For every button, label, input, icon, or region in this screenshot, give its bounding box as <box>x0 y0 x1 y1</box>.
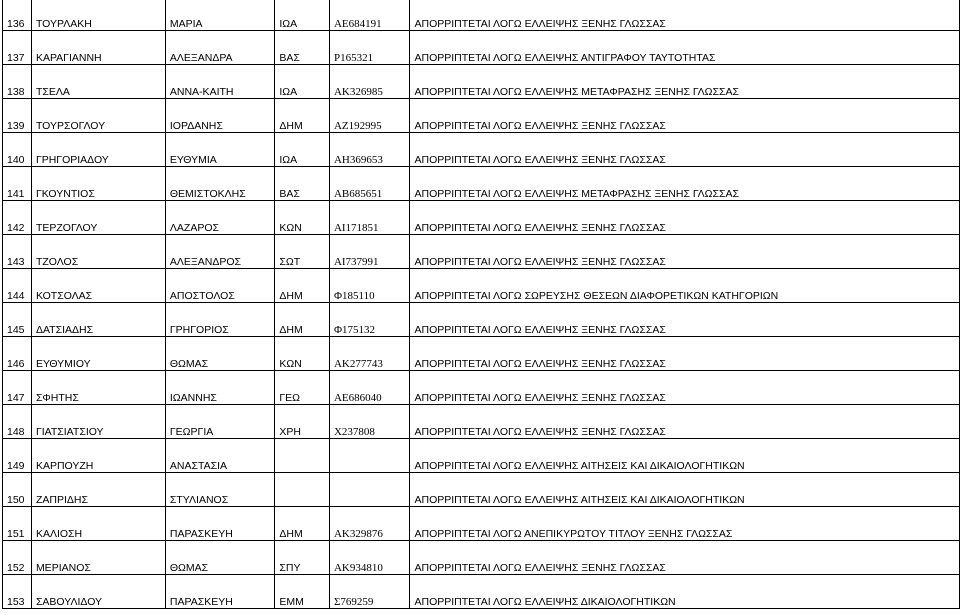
id-number: Ρ165321 <box>329 31 410 65</box>
id-number: AK934810 <box>329 541 410 575</box>
rejection-reason: ΑΠΟΡΡΙΠΤΕΤΑΙ ΛΟΓΩ ΕΛΛΕΙΨΗΣ ΞΕΝΗΣ ΓΛΩΣΣΑΣ <box>410 541 960 575</box>
table-row <box>3 201 960 235</box>
row-number: 148 <box>3 405 32 439</box>
rejection-reason: ΑΠΟΡΡΙΠΤΕΤΑΙ ΛΟΓΩ ΕΛΛΕΙΨΗΣ ΞΕΝΗΣ ΓΛΩΣΣΑΣ <box>410 371 960 405</box>
surname: ΤΟΥΡΛΑΚΗ <box>31 0 165 31</box>
rank-code: ΙΩΑ <box>275 0 330 31</box>
row-number: 143 <box>3 235 32 269</box>
surname: ΤΕΡΖΟΓΛΟΥ <box>31 201 165 235</box>
table-row <box>3 405 960 439</box>
id-number: AK329876 <box>329 507 410 541</box>
first-name: ΑΝΑΣΤΑΣΙΑ <box>165 439 275 473</box>
id-number: AB685651 <box>329 167 410 201</box>
rank-code <box>275 439 330 473</box>
surname: ΜΕΡΙΑΝΟΣ <box>31 541 165 575</box>
surname: ΓΡΗΓΟΡΙΑΔΟΥ <box>31 133 165 167</box>
first-name: ΜΑΡΙΑ <box>165 0 275 31</box>
first-name: ΑΛΕΞΑΝΔΡΑ <box>165 31 275 65</box>
rank-code: ΙΩΑ <box>275 133 330 167</box>
table-row <box>3 507 960 541</box>
table-row <box>3 303 960 337</box>
first-name: ΙΩΑΝΝΗΣ <box>165 371 275 405</box>
rejection-reason: ΑΠΟΡΡΙΠΤΕΤΑΙ ΛΟΓΩ ΕΛΛΕΙΨΗΣ ΞΕΝΗΣ ΓΛΩΣΣΑΣ <box>410 303 960 337</box>
id-number: AI737991 <box>329 235 410 269</box>
row-number: 137 <box>3 31 32 65</box>
table-row <box>3 439 960 473</box>
id-number: AE686040 <box>329 371 410 405</box>
id-number <box>329 473 410 507</box>
first-name: ΠΑΡΑΣΚΕΥΗ <box>165 575 275 609</box>
rejection-reason: ΑΠΟΡΡΙΠΤΕΤΑΙ ΛΟΓΩ ΕΛΛΕΙΨΗΣ ΞΕΝΗΣ ΓΛΩΣΣΑΣ <box>410 235 960 269</box>
first-name: ΑΝΝΑ-ΚΑΙΤΗ <box>165 65 275 99</box>
rank-code: ΔΗΜ <box>275 507 330 541</box>
table-row <box>3 541 960 575</box>
id-number: AE684191 <box>329 0 410 31</box>
table-row <box>3 167 960 201</box>
row-number: 153 <box>3 575 32 609</box>
rank-code <box>275 473 330 507</box>
rank-code: ΚΩΝ <box>275 337 330 371</box>
first-name: ΛΑΖΑΡΟΣ <box>165 201 275 235</box>
surname: ΔΑΤΣΙΑΔΗΣ <box>31 303 165 337</box>
rank-code: ΣΠΥ <box>275 541 330 575</box>
table-row <box>3 575 960 609</box>
table-row <box>3 235 960 269</box>
rank-code: ΔΗΜ <box>275 269 330 303</box>
row-number: 149 <box>3 439 32 473</box>
id-number: Φ185110 <box>329 269 410 303</box>
rank-code: ΧΡΗ <box>275 405 330 439</box>
rejection-reason: ΑΠΟΡΡΙΠΤΕΤΑΙ ΛΟΓΩ ΕΛΛΕΙΨΗΣ ΑΙΤΗΣΕΙΣ ΚΑΙ ΔΙΚΑΙΟΛΟΓΗΤΙΚΩΝ <box>410 439 960 473</box>
row-number: 152 <box>3 541 32 575</box>
table-row <box>3 371 960 405</box>
rejection-reason: ΑΠΟΡΡΙΠΤΕΤΑΙ ΛΟΓΩ ΕΛΛΕΙΨΗΣ ΑΙΤΗΣΕΙΣ ΚΑΙ ΔΙΚΑΙΟΛΟΓΗΤΙΚΩΝ <box>410 473 960 507</box>
id-number <box>329 439 410 473</box>
rejection-reason: ΑΠΟΡΡΙΠΤΕΤΑΙ ΛΟΓΩ ΑΝΕΠΙΚΥΡΩΤΟΥ ΤΙΤΛΟΥ ΞΕΝΗΣ ΓΛΩΣΣΑΣ <box>410 507 960 541</box>
surname: ΚΑΡΠΟΥΖΗ <box>31 439 165 473</box>
first-name: ΙΟΡΔΑΝΗΣ <box>165 99 275 133</box>
id-number: Σ769259 <box>329 575 410 609</box>
rejection-reason: ΑΠΟΡΡΙΠΤΕΤΑΙ ΛΟΓΩ ΕΛΛΕΙΨΗΣ ΞΕΝΗΣ ΓΛΩΣΣΑΣ <box>410 99 960 133</box>
rejection-reason: ΑΠΟΡΡΙΠΤΕΤΑΙ ΛΟΓΩ ΕΛΛΕΙΨΗΣ ΞΕΝΗΣ ΓΛΩΣΣΑΣ <box>410 405 960 439</box>
rank-code: ΒΑΣ <box>275 167 330 201</box>
rank-code: ΓΕΩ <box>275 371 330 405</box>
table-row <box>3 133 960 167</box>
row-number: 144 <box>3 269 32 303</box>
rejection-reason: ΑΠΟΡΡΙΠΤΕΤΑΙ ΛΟΓΩ ΕΛΛΕΙΨΗΣ ΜΕΤΑΦΡΑΣΗΣ ΞΕΝΗΣ ΓΛΩΣΣΑΣ <box>410 167 960 201</box>
rank-code: ΣΩΤ <box>275 235 330 269</box>
first-name: ΣΤΥΛΙΑΝΟΣ <box>165 473 275 507</box>
table-row <box>3 269 960 303</box>
first-name: ΕΥΘΥΜΙΑ <box>165 133 275 167</box>
surname: ΣΦΗΤΗΣ <box>31 371 165 405</box>
first-name: ΘΩΜΑΣ <box>165 337 275 371</box>
table-row <box>3 99 960 133</box>
row-number: 141 <box>3 167 32 201</box>
surname: ΚΑΡΑΓΙΑΝΝΗ <box>31 31 165 65</box>
rank-code: ΔΗΜ <box>275 99 330 133</box>
rejection-reason: ΑΠΟΡΡΙΠΤΕΤΑΙ ΛΟΓΩ ΕΛΛΕΙΨΗΣ ΞΕΝΗΣ ΓΛΩΣΣΑΣ <box>410 201 960 235</box>
rejection-reason: ΑΠΟΡΡΙΠΤΕΤΑΙ ΛΟΓΩ ΕΛΛΕΙΨΗΣ ΔΙΚΑΙΟΛΟΓΗΤΙΚΩΝ <box>410 575 960 609</box>
first-name: ΓΡΗΓΟΡΙΟΣ <box>165 303 275 337</box>
table-row <box>3 337 960 371</box>
table-row <box>3 31 960 65</box>
surname: ΚΟΤΣΟΛΑΣ <box>31 269 165 303</box>
id-number: X237808 <box>329 405 410 439</box>
first-name: ΠΑΡΑΣΚΕΥΗ <box>165 507 275 541</box>
surname: ΣΑΒΟΥΛΙΔΟΥ <box>31 575 165 609</box>
rejection-reason: ΑΠΟΡΡΙΠΤΕΤΑΙ ΛΟΓΩ ΕΛΛΕΙΨΗΣ ΜΕΤΑΦΡΑΣΗΣ ΞΕΝΗΣ ΓΛΩΣΣΑΣ <box>410 65 960 99</box>
surname: ΤΟΥΡΣΟΓΛΟΥ <box>31 99 165 133</box>
first-name: ΘΩΜΑΣ <box>165 541 275 575</box>
surname: ΖΑΠΡΙΔΗΣ <box>31 473 165 507</box>
applicants-table <box>2 0 960 609</box>
row-number: 142 <box>3 201 32 235</box>
row-number: 146 <box>3 337 32 371</box>
rejection-reason: ΑΠΟΡΡΙΠΤΕΤΑΙ ΛΟΓΩ ΣΩΡΕΥΣΗΣ ΘΕΣΕΩΝ ΔΙΑΦΟΡΕΤΙΚΩΝ ΚΑΤΗΓΟΡΙΩΝ <box>410 269 960 303</box>
id-number: AZ192995 <box>329 99 410 133</box>
rank-code: ΕΜΜ <box>275 575 330 609</box>
table-body <box>3 0 960 609</box>
id-number: AK326985 <box>329 65 410 99</box>
rejection-reason: ΑΠΟΡΡΙΠΤΕΤΑΙ ΛΟΓΩ ΕΛΛΕΙΨΗΣ ΞΕΝΗΣ ΓΛΩΣΣΑΣ <box>410 337 960 371</box>
first-name: ΓΕΩΡΓΙΑ <box>165 405 275 439</box>
rejection-reason: ΑΠΟΡΡΙΠΤΕΤΑΙ ΛΟΓΩ ΕΛΛΕΙΨΗΣ ΞΕΝΗΣ ΓΛΩΣΣΑΣ <box>410 133 960 167</box>
row-number: 147 <box>3 371 32 405</box>
rank-code: ΚΩΝ <box>275 201 330 235</box>
table-row <box>3 0 960 31</box>
row-number: 145 <box>3 303 32 337</box>
surname: ΓΚΟΥΝΤΙΟΣ <box>31 167 165 201</box>
row-number: 138 <box>3 65 32 99</box>
table-row <box>3 473 960 507</box>
first-name: ΑΛΕΞΑΝΔΡΟΣ <box>165 235 275 269</box>
row-number: 136 <box>3 0 32 31</box>
table-row <box>3 65 960 99</box>
id-number: AK277743 <box>329 337 410 371</box>
first-name: ΑΠΟΣΤΟΛΟΣ <box>165 269 275 303</box>
surname: ΓΙΑΤΣΙΑΤΣΙΟΥ <box>31 405 165 439</box>
id-number: Φ175132 <box>329 303 410 337</box>
rank-code: ΔΗΜ <box>275 303 330 337</box>
rank-code: ΙΩΑ <box>275 65 330 99</box>
surname: ΤΖΟΛΟΣ <box>31 235 165 269</box>
rejection-reason: ΑΠΟΡΡΙΠΤΕΤΑΙ ΛΟΓΩ ΕΛΛΕΙΨΗΣ ΞΕΝΗΣ ΓΛΩΣΣΑΣ <box>410 0 960 31</box>
first-name: ΘΕΜΙΣΤΟΚΛΗΣ <box>165 167 275 201</box>
row-number: 151 <box>3 507 32 541</box>
rejection-reason: ΑΠΟΡΡΙΠΤΕΤΑΙ ΛΟΓΩ ΕΛΛΕΙΨΗΣ ΑΝΤΙΓΡΑΦΟΥ ΤΑΥΤΟΤΗΤΑΣ <box>410 31 960 65</box>
id-number: AI171851 <box>329 201 410 235</box>
surname: ΤΣΕΛΑ <box>31 65 165 99</box>
rank-code: ΒΑΣ <box>275 31 330 65</box>
row-number: 139 <box>3 99 32 133</box>
row-number: 150 <box>3 473 32 507</box>
surname: ΚΑΛΙΟΣΗ <box>31 507 165 541</box>
row-number: 140 <box>3 133 32 167</box>
id-number: AH369653 <box>329 133 410 167</box>
surname: ΕΥΘΥΜΙΟΥ <box>31 337 165 371</box>
